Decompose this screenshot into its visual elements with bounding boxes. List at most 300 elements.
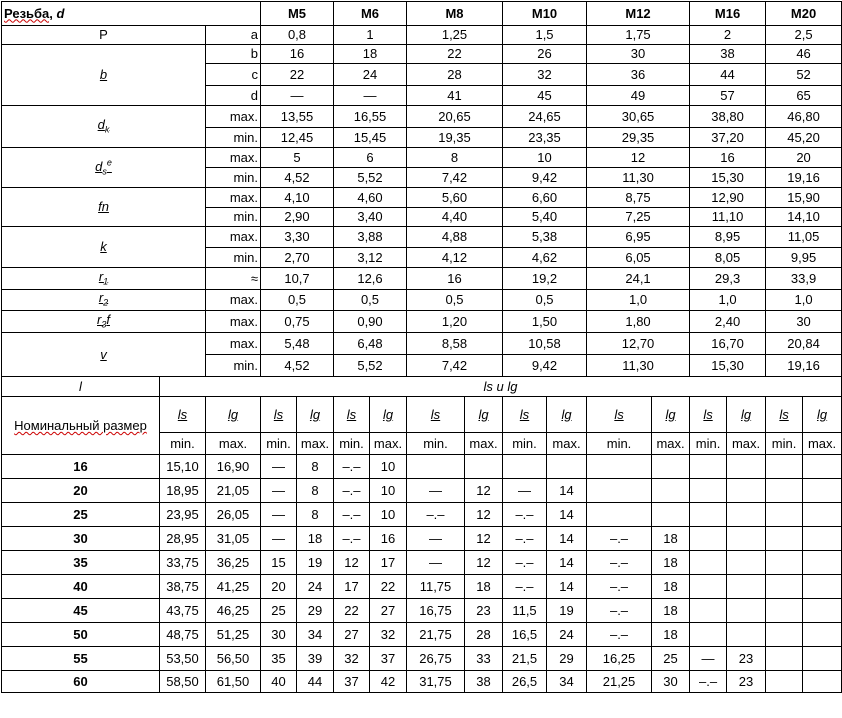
lg-max: 36,25 xyxy=(206,551,261,575)
param-value: 5,52 xyxy=(334,355,407,377)
length-cell: 40 xyxy=(261,671,297,693)
param-value: 5,60 xyxy=(407,188,503,208)
ls-min: 38,75 xyxy=(160,575,206,599)
param-value: 23,35 xyxy=(503,128,587,148)
lg-label: lg xyxy=(297,397,334,433)
length-cell: –.– xyxy=(334,503,370,527)
param-kind: min. xyxy=(206,208,261,227)
ls-min: 58,50 xyxy=(160,671,206,693)
length-cell: 37 xyxy=(370,647,407,671)
param-value: 11,10 xyxy=(690,208,766,227)
length-cell xyxy=(690,479,727,503)
length-cell: 14 xyxy=(547,551,587,575)
param-value: 6,95 xyxy=(587,227,690,248)
length-cell xyxy=(803,599,842,623)
max-label: max. xyxy=(297,433,334,455)
length-cell: 33 xyxy=(465,647,503,671)
ls-min: 48,75 xyxy=(160,623,206,647)
param-symbol xyxy=(2,106,206,148)
param-value: 28 xyxy=(407,64,503,86)
size-m12: M12 xyxy=(587,2,690,26)
length-cell xyxy=(803,671,842,693)
lg-max: 41,25 xyxy=(206,575,261,599)
param-row xyxy=(2,311,842,333)
length-cell xyxy=(766,503,803,527)
lg-label: lg xyxy=(547,397,587,433)
param-value: 26 xyxy=(503,45,587,64)
length-value: 50 xyxy=(2,623,160,647)
param-kind: d xyxy=(206,86,261,106)
symbol-text: $r_1$ xyxy=(98,268,109,287)
length-cell xyxy=(727,455,766,479)
param-value: 6,05 xyxy=(587,248,690,268)
length-cell: –.– xyxy=(587,551,652,575)
length-cell: 14 xyxy=(547,503,587,527)
lg-max: 56,50 xyxy=(206,647,261,671)
length-value: 55 xyxy=(2,647,160,671)
param-value: 6,60 xyxy=(503,188,587,208)
length-cell: –.– xyxy=(587,599,652,623)
param-value: 12 xyxy=(587,148,690,168)
param-value: 20,65 xyxy=(407,106,503,128)
lg-max: 16,90 xyxy=(206,455,261,479)
ls-lg-header: ls и lg xyxy=(160,377,842,397)
param-row xyxy=(2,268,842,290)
param-value: 4,12 xyxy=(407,248,503,268)
length-cell xyxy=(803,623,842,647)
param-value: 7,42 xyxy=(407,168,503,188)
thread-d: d xyxy=(56,5,65,21)
param-value: 5,52 xyxy=(334,168,407,188)
length-row xyxy=(2,503,842,527)
symbol-sub: 2 xyxy=(103,298,109,309)
param-value: 4,52 xyxy=(261,355,334,377)
length-cell: 27 xyxy=(370,599,407,623)
length-cell: 30 xyxy=(652,671,690,693)
param-value: 20 xyxy=(766,148,842,168)
length-cell xyxy=(407,455,465,479)
length-cell: 42 xyxy=(370,671,407,693)
symbol-tail: f xyxy=(106,311,110,327)
length-cell: 15 xyxy=(261,551,297,575)
length-cell xyxy=(803,455,842,479)
length-cell: 16,25 xyxy=(587,647,652,671)
length-value: 35 xyxy=(2,551,160,575)
length-cell: 24 xyxy=(547,623,587,647)
param-value: 6,48 xyxy=(334,333,407,355)
size-m20: M20 xyxy=(766,2,842,26)
lengths-header-row xyxy=(2,377,842,397)
param-value: 12,70 xyxy=(587,333,690,355)
param-value: 3,30 xyxy=(261,227,334,248)
length-cell xyxy=(803,647,842,671)
max-label: max. xyxy=(547,433,587,455)
min-label: min. xyxy=(503,433,547,455)
thread-label: Резьба, xyxy=(4,5,53,21)
lg-max: 26,05 xyxy=(206,503,261,527)
param-value: 11,05 xyxy=(766,227,842,248)
length-cell: 12 xyxy=(465,527,503,551)
length-cell: — xyxy=(690,647,727,671)
size-m6: M6 xyxy=(334,2,407,26)
param-kind: a xyxy=(206,26,261,45)
param-row xyxy=(2,290,842,311)
length-value: 25 xyxy=(2,503,160,527)
param-value: — xyxy=(261,86,334,106)
lg-label: lg xyxy=(206,397,261,433)
header-row xyxy=(2,2,842,26)
length-cell: 26,5 xyxy=(503,671,547,693)
length-cell: 20 xyxy=(261,575,297,599)
length-cell: — xyxy=(407,527,465,551)
spec-table xyxy=(1,1,842,693)
param-value: 19,16 xyxy=(766,168,842,188)
param-value: 15,30 xyxy=(690,355,766,377)
length-cell xyxy=(727,623,766,647)
length-cell: 18 xyxy=(652,623,690,647)
param-value: 46,80 xyxy=(766,106,842,128)
ls-min: 33,75 xyxy=(160,551,206,575)
param-symbol xyxy=(2,148,206,188)
length-cell xyxy=(803,551,842,575)
param-value: 12,90 xyxy=(690,188,766,208)
symbol-sub: k xyxy=(104,124,110,135)
param-value: 44 xyxy=(690,64,766,86)
min-label: min. xyxy=(766,433,803,455)
length-cell: 21,25 xyxy=(587,671,652,693)
length-cell: 18 xyxy=(652,599,690,623)
param-value: 0,90 xyxy=(334,311,407,333)
param-value: 16 xyxy=(690,148,766,168)
length-row xyxy=(2,599,842,623)
length-row xyxy=(2,479,842,503)
size-m5: M5 xyxy=(261,2,334,26)
length-value: 40 xyxy=(2,575,160,599)
length-cell xyxy=(727,527,766,551)
param-symbol xyxy=(2,268,206,290)
param-row xyxy=(2,26,842,45)
param-value: 22 xyxy=(407,45,503,64)
length-cell: 31,75 xyxy=(407,671,465,693)
length-cell: 23 xyxy=(465,599,503,623)
param-row xyxy=(2,45,842,64)
length-cell: 11,75 xyxy=(407,575,465,599)
param-value: 19,16 xyxy=(766,355,842,377)
length-cell: –.– xyxy=(587,623,652,647)
param-value: 0,5 xyxy=(407,290,503,311)
length-cell xyxy=(652,455,690,479)
param-value: 3,40 xyxy=(334,208,407,227)
param-value: 29,35 xyxy=(587,128,690,148)
param-value: 16 xyxy=(261,45,334,64)
length-cell xyxy=(803,503,842,527)
param-value: 11,30 xyxy=(587,355,690,377)
symbol-text: $d_k$ xyxy=(97,116,110,135)
param-row xyxy=(2,148,842,168)
ls-label: ls xyxy=(766,397,803,433)
lg-label: lg xyxy=(652,397,690,433)
param-row xyxy=(2,227,842,248)
param-value: 1,5 xyxy=(503,26,587,45)
length-row xyxy=(2,623,842,647)
param-value: 0,8 xyxy=(261,26,334,45)
param-value: 5,38 xyxy=(503,227,587,248)
length-cell xyxy=(690,503,727,527)
param-value: 24,1 xyxy=(587,268,690,290)
symbol-text: fn xyxy=(98,199,109,215)
param-value: 0,75 xyxy=(261,311,334,333)
length-cell: 28 xyxy=(465,623,503,647)
length-cell: 18 xyxy=(652,551,690,575)
length-cell xyxy=(652,503,690,527)
ls-label: ls xyxy=(690,397,727,433)
param-value: 52 xyxy=(766,64,842,86)
length-cell: 19 xyxy=(297,551,334,575)
param-value: 7,42 xyxy=(407,355,503,377)
param-value: 30 xyxy=(766,311,842,333)
length-cell: — xyxy=(261,455,297,479)
length-cell xyxy=(690,575,727,599)
length-cell: — xyxy=(407,551,465,575)
length-cell: 16 xyxy=(370,527,407,551)
param-symbol xyxy=(2,290,206,311)
length-cell xyxy=(727,575,766,599)
length-cell: –.– xyxy=(334,455,370,479)
param-value: 57 xyxy=(690,86,766,106)
param-value: 49 xyxy=(587,86,690,106)
nominal-label: Номинальный размер xyxy=(14,418,147,433)
length-row xyxy=(2,575,842,599)
ls-label: ls xyxy=(160,397,206,433)
param-value: 4,88 xyxy=(407,227,503,248)
ls-min: 43,75 xyxy=(160,599,206,623)
param-value: 37,20 xyxy=(690,128,766,148)
length-cell: 44 xyxy=(297,671,334,693)
max-label: max. xyxy=(370,433,407,455)
param-value: 14,10 xyxy=(766,208,842,227)
param-kind: min. xyxy=(206,168,261,188)
length-cell xyxy=(690,599,727,623)
param-row xyxy=(2,333,842,355)
max-label: max. xyxy=(727,433,766,455)
length-cell xyxy=(587,479,652,503)
length-cell: 24 xyxy=(297,575,334,599)
length-cell: 10 xyxy=(370,479,407,503)
length-cell: — xyxy=(261,503,297,527)
length-cell: –.– xyxy=(334,527,370,551)
param-value: 1,80 xyxy=(587,311,690,333)
length-cell xyxy=(465,455,503,479)
param-value: 11,30 xyxy=(587,168,690,188)
length-cell: 16,5 xyxy=(503,623,547,647)
lg-label: lg xyxy=(803,397,842,433)
length-value: 16 xyxy=(2,455,160,479)
param-kind: ≈ xyxy=(206,268,261,290)
length-cell: 34 xyxy=(547,671,587,693)
param-value: 38 xyxy=(690,45,766,64)
param-value: 9,95 xyxy=(766,248,842,268)
length-cell: 14 xyxy=(547,575,587,599)
param-value: 10 xyxy=(503,148,587,168)
length-cell xyxy=(652,479,690,503)
length-cell: — xyxy=(503,479,547,503)
length-cell: 17 xyxy=(370,551,407,575)
param-value: 1,75 xyxy=(587,26,690,45)
min-label: min. xyxy=(587,433,652,455)
length-cell: 29 xyxy=(547,647,587,671)
length-cell xyxy=(503,455,547,479)
param-value: 24 xyxy=(334,64,407,86)
length-cell: 23 xyxy=(727,647,766,671)
lg-max: 46,25 xyxy=(206,599,261,623)
length-cell: –.– xyxy=(587,575,652,599)
size-m8: M8 xyxy=(407,2,503,26)
param-value: 20,84 xyxy=(766,333,842,355)
param-value: 1,20 xyxy=(407,311,503,333)
param-symbol xyxy=(2,333,206,377)
param-kind: min. xyxy=(206,128,261,148)
length-cell: 37 xyxy=(334,671,370,693)
param-value: 5,40 xyxy=(503,208,587,227)
length-cell: –.– xyxy=(690,671,727,693)
param-value: 4,40 xyxy=(407,208,503,227)
length-cell: 21,5 xyxy=(503,647,547,671)
length-cell: 25 xyxy=(652,647,690,671)
min-label: min. xyxy=(407,433,465,455)
length-value: 30 xyxy=(2,527,160,551)
ls-label: ls xyxy=(334,397,370,433)
length-cell: 18 xyxy=(297,527,334,551)
param-value: 9,42 xyxy=(503,355,587,377)
param-value: 8,05 xyxy=(690,248,766,268)
param-value: 41 xyxy=(407,86,503,106)
length-cell: 39 xyxy=(297,647,334,671)
length-cell: –.– xyxy=(587,527,652,551)
param-kind: min. xyxy=(206,248,261,268)
length-cell xyxy=(766,455,803,479)
param-kind: max. xyxy=(206,227,261,248)
symbol-text: P xyxy=(99,27,108,43)
symbol-sub: 3 xyxy=(101,319,107,330)
param-symbol xyxy=(2,26,206,45)
param-value: 2,70 xyxy=(261,248,334,268)
length-cell: 18 xyxy=(652,575,690,599)
param-value: 15,90 xyxy=(766,188,842,208)
length-cell xyxy=(690,527,727,551)
length-cell xyxy=(690,551,727,575)
length-cell: 10 xyxy=(370,503,407,527)
param-kind: max. xyxy=(206,148,261,168)
symbol-sub: s xyxy=(102,166,107,177)
param-value: 65 xyxy=(766,86,842,106)
length-row xyxy=(2,647,842,671)
param-value: 2,40 xyxy=(690,311,766,333)
param-value: 4,10 xyxy=(261,188,334,208)
length-row xyxy=(2,551,842,575)
param-kind: b xyxy=(206,45,261,64)
length-cell: –.– xyxy=(407,503,465,527)
lg-max: 21,05 xyxy=(206,479,261,503)
param-value: 33,9 xyxy=(766,268,842,290)
param-value: 4,52 xyxy=(261,168,334,188)
param-kind: max. xyxy=(206,188,261,208)
length-cell xyxy=(766,647,803,671)
length-cell: 12 xyxy=(465,479,503,503)
length-cell: –.– xyxy=(503,503,547,527)
param-value: 1,0 xyxy=(587,290,690,311)
param-value: 1,0 xyxy=(690,290,766,311)
max-label: max. xyxy=(465,433,503,455)
length-cell xyxy=(690,623,727,647)
param-row xyxy=(2,188,842,208)
symbol-text: $d_s^e$ xyxy=(95,157,112,177)
ls-label: ls xyxy=(261,397,297,433)
length-cell: 23 xyxy=(727,671,766,693)
param-value: 1,50 xyxy=(503,311,587,333)
param-value: 15,30 xyxy=(690,168,766,188)
length-cell: 12 xyxy=(465,503,503,527)
param-value: 0,5 xyxy=(334,290,407,311)
lg-label: lg xyxy=(727,397,766,433)
param-value: 4,62 xyxy=(503,248,587,268)
param-symbol xyxy=(2,45,206,106)
param-value: 2,90 xyxy=(261,208,334,227)
param-value: 0,5 xyxy=(261,290,334,311)
length-cell xyxy=(766,479,803,503)
param-kind: max. xyxy=(206,106,261,128)
size-m16: M16 xyxy=(690,2,766,26)
max-label: max. xyxy=(803,433,842,455)
param-value: 29,3 xyxy=(690,268,766,290)
ls-min: 28,95 xyxy=(160,527,206,551)
param-value: 3,12 xyxy=(334,248,407,268)
thread-header xyxy=(2,2,261,26)
param-kind: max. xyxy=(206,290,261,311)
param-value: 24,65 xyxy=(503,106,587,128)
lg-label: lg xyxy=(465,397,503,433)
param-value: 3,88 xyxy=(334,227,407,248)
min-label: min. xyxy=(690,433,727,455)
length-cell: 14 xyxy=(547,527,587,551)
length-cell: 18 xyxy=(465,575,503,599)
param-value: 1 xyxy=(334,26,407,45)
lg-max: 61,50 xyxy=(206,671,261,693)
length-cell: –.– xyxy=(503,527,547,551)
ls-lg-row xyxy=(2,397,842,433)
length-cell: — xyxy=(407,479,465,503)
length-cell xyxy=(587,455,652,479)
length-cell: 35 xyxy=(261,647,297,671)
length-cell: 30 xyxy=(261,623,297,647)
param-value: 6 xyxy=(334,148,407,168)
length-cell: 18 xyxy=(652,527,690,551)
length-cell xyxy=(766,551,803,575)
param-value: 9,42 xyxy=(503,168,587,188)
lg-max: 31,05 xyxy=(206,527,261,551)
length-cell: 10 xyxy=(370,455,407,479)
symbol-text: $r_2$ xyxy=(98,290,109,309)
param-value: 18 xyxy=(334,45,407,64)
param-symbol xyxy=(2,227,206,268)
param-value: 5,48 xyxy=(261,333,334,355)
param-value: 1,25 xyxy=(407,26,503,45)
param-value: 13,55 xyxy=(261,106,334,128)
size-m10: M10 xyxy=(503,2,587,26)
param-kind: min. xyxy=(206,355,261,377)
length-cell: 26,75 xyxy=(407,647,465,671)
param-value: 45,20 xyxy=(766,128,842,148)
param-value: 45 xyxy=(503,86,587,106)
